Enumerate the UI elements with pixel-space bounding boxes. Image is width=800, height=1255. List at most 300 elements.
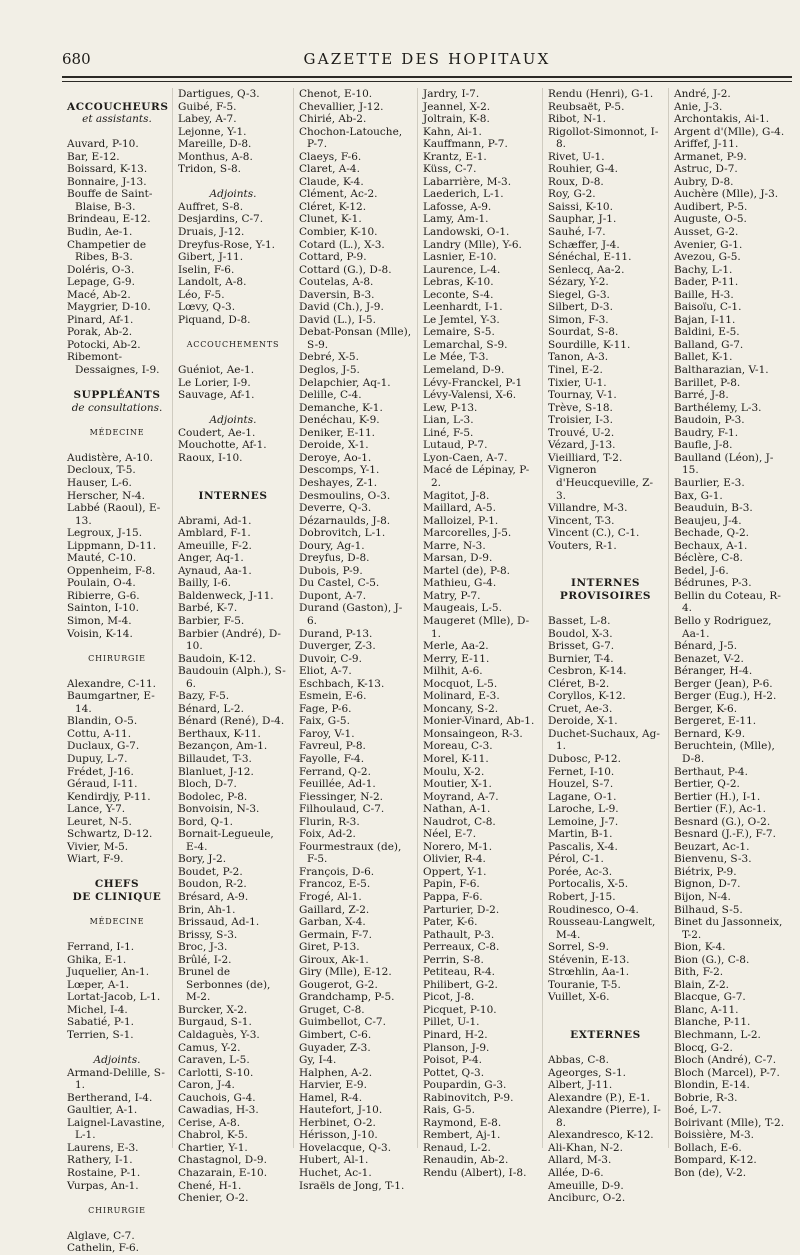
list-item: Michel, I-4. xyxy=(67,1003,128,1016)
list-item: Dreyfus, D-8. xyxy=(299,552,370,565)
list-item: Boudet, P-2. xyxy=(178,865,243,878)
spacer xyxy=(67,866,167,879)
list-item: Merle, Aa-2. xyxy=(423,640,489,653)
list-item: Archontakis, Ai-1. xyxy=(674,113,770,126)
list-item: Audibert, P-5. xyxy=(674,200,748,213)
list-item: Budin, Ae-1. xyxy=(67,226,133,239)
spacer xyxy=(178,351,288,364)
list-item: Bechade, Q-2. xyxy=(674,527,750,540)
list-item: Mathieu, G-4. xyxy=(423,577,497,590)
list-item: Sauvage, Af-1. xyxy=(178,389,255,402)
list-item: Gy, I-4. xyxy=(299,1054,337,1067)
spacer xyxy=(178,477,288,490)
list-item: Marsan, D-9. xyxy=(423,552,493,565)
list-item: Lutaud, P-7. xyxy=(423,439,488,452)
list-item: Picquet, P-10. xyxy=(423,1003,497,1016)
spacer xyxy=(548,565,663,578)
list-item: Bon (de), V-2. xyxy=(674,1167,747,1180)
list-item: Duchet-Suchaux, Ag-1. xyxy=(548,727,660,753)
list-item: Martin, B-1. xyxy=(548,828,613,841)
list-item: Trève, S-18. xyxy=(548,401,613,414)
list-item: Bernard, K-9. xyxy=(674,727,746,740)
list-item: Boirivant (Mlle), T-2. xyxy=(674,1116,785,1129)
list-item: Baisoïu, C-1. xyxy=(674,301,742,314)
list-item: Boé, L-7. xyxy=(674,1104,722,1117)
list-item: Basset, L-8. xyxy=(548,614,611,627)
list-item: Bertier (H.), I-1. xyxy=(674,790,761,803)
section-heading: CHEFS xyxy=(94,878,140,891)
list-item: Rostaine, P-1. xyxy=(67,1167,141,1180)
header-rule-thick xyxy=(62,76,792,78)
list-item: Barthélemy, L-3. xyxy=(674,401,762,414)
list-item: Cesbron, K-14. xyxy=(548,665,627,678)
list-item: Allard, M-3. xyxy=(548,1154,612,1167)
list-item: Coryllos, K-12. xyxy=(548,690,626,703)
list-item: Matry, P-7. xyxy=(423,589,481,602)
list-item: Sainton, I-10. xyxy=(67,602,139,615)
list-item: Desmoulins, O-3. xyxy=(299,489,391,502)
list-item: Raymond, E-8. xyxy=(423,1116,502,1129)
list-item: Allée, D-6. xyxy=(548,1167,604,1180)
list-item: Harvier, E-9. xyxy=(299,1079,367,1092)
list-item: Rendu (Henri), G-1. xyxy=(548,88,654,100)
list-item: Labarrière, M-3. xyxy=(423,175,512,188)
list-item: Roudinesco, O-4. xyxy=(548,903,639,916)
list-item: Berger (Eug.), H-2. xyxy=(674,690,777,703)
spacer xyxy=(67,1217,167,1230)
list-item: Malloizel, P-1. xyxy=(423,514,499,527)
list-item: Bar, E-12. xyxy=(67,150,120,163)
list-item: Lévy-Franckel, P-1 xyxy=(423,376,523,389)
list-item: Israëls de Jong, T-1. xyxy=(299,1179,405,1192)
list-item: Bloch (André), C-7. xyxy=(674,1054,777,1067)
list-item: Laurens, E-3. xyxy=(67,1141,139,1154)
list-item: Cathelin, F-6. xyxy=(67,1242,140,1255)
list-item: Binet du Jassonneix, T-2. xyxy=(674,916,783,941)
list-item: Moulu, X-2. xyxy=(423,765,485,778)
list-item: Anciburc, O-2. xyxy=(548,1192,626,1205)
list-item: Chené, H-1. xyxy=(178,1179,242,1192)
list-item: Blondin, E-14. xyxy=(674,1079,750,1092)
list-item: Ameuille, D-9. xyxy=(548,1179,624,1192)
list-item: Landowski, O-1. xyxy=(423,226,510,239)
list-item: Bachy, L-1. xyxy=(674,263,733,276)
list-item: Deroye, Ao-1. xyxy=(299,451,372,464)
section-heading: EXTERNES xyxy=(570,1029,641,1042)
list-item: Burcker, X-2. xyxy=(178,1003,248,1016)
list-item: Rousseau-Langwelt, M-4. xyxy=(548,916,656,941)
list-item: Picot, J-8. xyxy=(423,991,475,1004)
list-item: Bertier, Q-2. xyxy=(674,778,740,791)
list-item: Villandre, M-3. xyxy=(548,502,628,515)
spacer xyxy=(67,640,167,653)
list-item: Doléris, O-3. xyxy=(67,263,135,276)
list-item: Cottu, A-11. xyxy=(67,727,132,740)
list-item: Ageorges, S-1. xyxy=(548,1066,627,1079)
list-item: Vincent, T-3. xyxy=(548,514,615,527)
list-item: Stévenin, E-13. xyxy=(548,953,630,966)
list-item: Dupuy, L-7. xyxy=(67,752,128,765)
list-item: Descomps, Y-1. xyxy=(299,464,380,477)
specialty-heading: MÉDECINE xyxy=(89,917,145,927)
list-item: Bailly, I-6. xyxy=(178,577,231,590)
list-item: Tournay, V-1. xyxy=(548,389,617,402)
list-item: Auchère (Mlle), J-3. xyxy=(674,188,779,201)
list-item: Beauduin, B-3. xyxy=(674,502,753,515)
list-item: Maugeret (Mlle), D-1. xyxy=(423,614,530,640)
list-item: Albert, J-11. xyxy=(548,1079,613,1092)
list-item: Sauphar, J-1. xyxy=(548,213,617,226)
list-item: Simon, F-3. xyxy=(548,313,609,326)
list-item: Foix, Ad-2. xyxy=(299,828,356,841)
list-item: Duvoir, C-9. xyxy=(299,652,362,665)
list-item: Lemarchal, S-9. xyxy=(423,338,508,351)
list-item: Oppenheim, F-8. xyxy=(67,564,156,577)
subsection-heading: Adjoints. xyxy=(93,1054,141,1067)
list-item: Coudert, Ae-1. xyxy=(178,426,256,439)
list-item: Bonvoisin, N-3. xyxy=(178,803,260,816)
list-item: Maugeais, L-5. xyxy=(423,602,502,615)
list-item: Vivier, M-5. xyxy=(67,840,129,853)
list-item: Boudon, R-2. xyxy=(178,878,247,891)
list-item: Lortat-Jacob, L-1. xyxy=(67,991,161,1004)
specialty-heading: CHIRURGIE xyxy=(88,653,146,663)
list-item: Boissière, M-3. xyxy=(674,1129,754,1142)
list-item: Delille, C-4. xyxy=(299,389,362,402)
list-item: Bezançon, Am-1. xyxy=(178,740,268,753)
list-item: Berger, K-6. xyxy=(674,702,738,715)
list-item: Faix, G-5. xyxy=(299,715,350,728)
list-item: Lasnier, E-10. xyxy=(423,251,497,264)
list-item: Faroy, V-1. xyxy=(299,727,355,740)
list-item: Barbier, F-5. xyxy=(178,614,245,627)
list-item: Barbier (André), D-10. xyxy=(178,627,281,653)
list-item: Béranger, H-4. xyxy=(674,665,753,678)
list-item: Mouchotte, Af-1. xyxy=(178,439,267,452)
list-item: Alexandre, C-11. xyxy=(67,677,157,690)
list-item: Audistère, A-10. xyxy=(67,451,153,464)
list-item: Chazarain, E-10. xyxy=(178,1167,268,1180)
list-item: Daversin, B-3. xyxy=(299,288,375,301)
section-heading: INTERNES xyxy=(198,489,268,502)
list-item: Brûlé, I-2. xyxy=(178,953,232,966)
list-item: Bajan, I-11. xyxy=(674,313,736,326)
list-item: Bertherand, I-4. xyxy=(67,1091,153,1104)
list-item: Deglos, J-5. xyxy=(299,364,360,377)
list-item: Houzel, S-7. xyxy=(548,778,614,791)
list-item: Brissaud, Ad-1. xyxy=(178,916,260,929)
list-item: Rembert, Aj-1. xyxy=(423,1129,501,1142)
list-item: Bader, P-11. xyxy=(674,276,739,289)
list-item: Clément, Ac-2. xyxy=(299,188,378,201)
column-4 xyxy=(417,88,542,1180)
list-item: Avezou, G-5. xyxy=(674,251,741,264)
list-item: Géraud, I-11. xyxy=(67,778,138,791)
list-item: Labbé (Raoul), E-13. xyxy=(67,502,161,527)
list-item: Bith, F-2. xyxy=(674,966,724,979)
list-item: Berthaut, P-4. xyxy=(674,765,748,778)
list-item: Lepage, G-9. xyxy=(67,276,135,289)
list-item: Denéchau, K-9. xyxy=(299,414,380,427)
spacer xyxy=(67,929,167,942)
list-item: Favreul, P-8. xyxy=(299,740,366,753)
list-item: Anger, Aq-1. xyxy=(178,552,244,565)
list-item: Guéniot, Ae-1. xyxy=(178,364,255,377)
list-item: Bédrunes, P-3. xyxy=(674,577,752,590)
list-item: Molinard, E-3. xyxy=(423,690,500,703)
list-item: Durand (Gaston), J-6. xyxy=(299,602,403,627)
list-item: Leuret, N-5. xyxy=(67,815,132,828)
list-item: Alglave, C-7. xyxy=(67,1229,135,1242)
list-item: Lœvy, Q-3. xyxy=(178,301,236,314)
list-item: Mocquot, L-5. xyxy=(423,677,498,690)
list-item: Baurlier, E-3. xyxy=(674,476,745,489)
list-item: Flurin, R-3. xyxy=(299,815,360,828)
list-item: Cerise, A-8. xyxy=(178,1116,241,1129)
list-item: Pinard, Af-1. xyxy=(67,313,134,326)
list-item: Silbert, D-3. xyxy=(548,301,613,314)
list-item: Bollach, E-6. xyxy=(674,1141,742,1154)
list-item: Papin, F-6. xyxy=(423,878,480,891)
list-item: Tinel, E-2. xyxy=(548,364,603,377)
list-item: Blain, Z-2. xyxy=(674,978,729,991)
specialty-heading: ACCOUCHEMENTS xyxy=(186,339,280,349)
list-item: Lance, Y-7. xyxy=(67,803,126,816)
list-item: Lebras, K-10. xyxy=(423,276,494,289)
list-item: Pottet, Q-3. xyxy=(423,1066,485,1079)
list-item: Guibé, F-5. xyxy=(178,100,237,113)
list-item: Delapchier, Aq-1. xyxy=(299,376,391,389)
list-item: Martel (de), P-8. xyxy=(423,564,511,577)
list-item: Abrami, Ad-1. xyxy=(178,514,252,527)
list-item: Tanon, A-3. xyxy=(548,351,609,364)
spacer xyxy=(67,377,167,390)
list-item: Baumgartner, E-14. xyxy=(67,690,155,715)
list-item: Fage, P-6. xyxy=(299,702,352,715)
spacer xyxy=(67,665,167,678)
list-item: André, J-2. xyxy=(674,88,731,100)
list-item: Roux, D-8. xyxy=(548,175,604,188)
list-item: Alexandresco, K-12. xyxy=(548,1129,654,1142)
list-item: Lyon-Caen, A-7. xyxy=(423,451,508,464)
list-item: Duverger, Z-3. xyxy=(299,640,376,653)
list-item: Anie, J-3. xyxy=(674,100,723,113)
list-item: Frédet, J-16. xyxy=(67,765,134,778)
list-item: Cléret, K-12. xyxy=(299,200,367,213)
list-item: Gaultier, A-1. xyxy=(67,1104,138,1117)
list-item: Durand, P-13. xyxy=(299,627,373,640)
list-item: Huchet, Ac-1. xyxy=(299,1167,372,1180)
list-item: Merry, E-11. xyxy=(423,652,490,665)
list-item: Blanc, A-11. xyxy=(674,1003,739,1016)
list-item: Baudoin, P-3. xyxy=(674,414,745,427)
list-item: Armanet, P-9. xyxy=(674,150,747,163)
list-item: Bénard (René), D-4. xyxy=(178,715,285,728)
list-item: Bignon, D-7. xyxy=(674,878,741,891)
list-item: Dubosc, P-12. xyxy=(548,752,621,765)
list-item: Tridon, S-8. xyxy=(178,163,242,176)
list-item: Siegel, G-3. xyxy=(548,288,610,301)
list-item: Blandin, O-5. xyxy=(67,715,138,728)
list-item: Blanluet, J-12. xyxy=(178,765,254,778)
list-item: Germain, F-7. xyxy=(299,928,373,941)
list-item: Bion (G.), C-8. xyxy=(674,953,750,966)
list-item: Senlecq, Aa-2. xyxy=(548,263,625,276)
list-item: Ghika, E-1. xyxy=(67,953,127,966)
list-item: Renaud, L-2. xyxy=(423,1141,491,1154)
list-item: Rathery, I-1. xyxy=(67,1154,133,1167)
list-item: David (Ch.), J-9. xyxy=(299,301,384,314)
list-item: Blechmann, L-2. xyxy=(674,1029,761,1042)
list-item: Bilhaud, S-5. xyxy=(674,903,743,916)
list-item: Bompard, K-12. xyxy=(674,1154,757,1167)
list-item: Nathan, A-1. xyxy=(423,803,491,816)
list-item: Küss, C-7. xyxy=(423,163,477,176)
list-item: Olivier, R-4. xyxy=(423,853,486,866)
list-item: Barbé, K-7. xyxy=(178,602,238,615)
list-item: Hovelacque, Q-3. xyxy=(299,1141,392,1154)
list-item: Bion, K-4. xyxy=(674,941,726,954)
list-item: Pillet, U-1. xyxy=(423,1016,480,1029)
list-item: Bornait-Legueule, E-4. xyxy=(178,828,274,853)
list-item: Decloux, T-5. xyxy=(67,464,136,477)
column-3 xyxy=(293,88,417,1192)
list-item: Portocalis, X-5. xyxy=(548,878,629,891)
list-item: Frogé, Al-1. xyxy=(299,891,362,903)
list-item: Fernet, I-10. xyxy=(548,765,615,778)
list-item: Gimbert, C-6. xyxy=(299,1029,372,1042)
list-item: Baldini, E-5. xyxy=(674,326,740,339)
list-item: Berger (Jean), P-6. xyxy=(674,677,773,690)
list-item: Kauffmann, P-7. xyxy=(423,138,508,151)
list-item: Pérol, C-1. xyxy=(548,853,604,866)
list-item: Perreaux, C-8. xyxy=(423,941,500,954)
list-item: Cawadias, H-3. xyxy=(178,1104,259,1117)
list-item: Druais, J-12. xyxy=(178,226,245,239)
list-item: Cauchois, G-4. xyxy=(178,1091,256,1104)
list-item: Moutier, X-1. xyxy=(423,778,492,791)
list-item: Bienvenu, S-3. xyxy=(674,853,752,866)
list-item: Planson, J-9. xyxy=(423,1041,490,1054)
list-item: Baudouin (Alph.), S-6. xyxy=(178,665,286,690)
list-item: Poulain, O-4. xyxy=(67,577,136,590)
list-item: Chastagnol, D-9. xyxy=(178,1154,267,1167)
list-item: Vuillet, X-6. xyxy=(548,991,610,1004)
list-item: Halphen, A-2. xyxy=(299,1066,373,1079)
list-item: Boissard, K-13. xyxy=(67,163,148,176)
list-item: Parturier, D-2. xyxy=(423,903,500,916)
list-item: Baudoin, K-12. xyxy=(178,652,256,665)
list-item: Poisot, P-4. xyxy=(423,1054,482,1067)
list-item: Doury, Ag-1. xyxy=(299,539,365,552)
list-item: Beaujeu, J-4. xyxy=(674,514,742,527)
list-item: Burgaud, S-1. xyxy=(178,1016,252,1029)
list-item: Claeys, F-6. xyxy=(299,150,362,163)
list-item: Tixier, U-1. xyxy=(548,376,607,389)
list-item: Brin, Ah-1. xyxy=(178,903,236,916)
list-item: Roy, G-2. xyxy=(548,188,596,201)
spacer xyxy=(178,402,288,415)
list-item: Lemoine, J-7. xyxy=(548,815,619,828)
list-item: Joltrain, K-8. xyxy=(423,113,490,126)
list-item: Maygrier, D-10. xyxy=(67,301,151,314)
spacer xyxy=(548,1016,663,1029)
list-item: Bloch (Marcel), P-7. xyxy=(674,1066,780,1079)
list-item: Schæffer, J-4. xyxy=(548,238,620,251)
list-item: Bénard, L-2. xyxy=(178,702,244,715)
list-item: Léo, F-5. xyxy=(178,288,225,301)
spacer xyxy=(548,1042,663,1055)
list-item: Alexandre (P.), E-1. xyxy=(548,1091,650,1104)
list-item: Rais, G-5. xyxy=(423,1104,475,1117)
list-item: Leconte, S-4. xyxy=(423,288,494,301)
list-item: Chenot, E-10. xyxy=(299,88,373,100)
list-item: Hamel, R-4. xyxy=(299,1091,363,1104)
list-item: Lippmann, D-11. xyxy=(67,539,157,552)
list-item: Claude, K-4. xyxy=(299,175,364,188)
list-item: Strœhlin, Aa-1. xyxy=(548,966,630,979)
list-item: Bonnaire, J-13. xyxy=(67,175,147,188)
list-item: Gruget, C-8. xyxy=(299,1003,365,1016)
list-item: Chenier, O-2. xyxy=(178,1192,249,1205)
list-item: Garban, X-4. xyxy=(299,916,366,929)
list-item: Grandchamp, P-5. xyxy=(299,991,395,1004)
list-item: Krantz, E-1. xyxy=(423,150,487,163)
list-item: Liné, F-5. xyxy=(423,426,474,439)
list-item: Besnard (G.), O-2. xyxy=(674,815,771,828)
list-item: Debat-Ponsan (Mlle), S-9. xyxy=(299,326,412,351)
list-item: Claret, A-4. xyxy=(299,163,360,176)
list-item: Bellin du Coteau, R-4. xyxy=(674,589,781,615)
list-item: Rouhier, G-4. xyxy=(548,163,619,176)
list-item: Dézarnaulds, J-8. xyxy=(299,514,391,527)
section-heading: INTERNES PROVISOIRES xyxy=(559,577,652,602)
list-item: Jeannel, X-2. xyxy=(423,100,491,113)
list-item: Deroide, X-1. xyxy=(548,715,618,728)
list-item: Clunet, K-1. xyxy=(299,213,362,226)
list-item: Filhoulaud, C-7. xyxy=(299,803,385,816)
list-item: Esmein, E-6. xyxy=(299,690,367,703)
list-item: Bodolec, P-8. xyxy=(178,790,248,803)
list-item: Moncany, S-2. xyxy=(423,702,499,715)
list-item: Bloch, D-7. xyxy=(178,778,237,791)
list-item: Auguste, O-5. xyxy=(674,213,747,226)
spacer xyxy=(548,1004,663,1017)
list-item: Argent d'(Mlle), G-4. xyxy=(674,125,785,138)
spacer xyxy=(178,176,288,189)
list-item: Norero, M-1. xyxy=(423,840,493,853)
list-item: Bouffe de Saint-Blaise, B-3. xyxy=(67,188,153,213)
list-item: Bory, J-2. xyxy=(178,853,227,866)
list-item: Simon, M-4. xyxy=(67,614,132,627)
list-item: Ferrand, Q-2. xyxy=(299,765,371,778)
list-item: Caraven, L-5. xyxy=(178,1054,250,1067)
list-item: Beruchtein, (Mlle), D-8. xyxy=(674,740,775,765)
list-item: Baufle, J-8. xyxy=(674,439,733,452)
list-item: Barillet, P-8. xyxy=(674,376,741,389)
list-item: Baltharazian, V-1. xyxy=(674,364,769,377)
subsection-heading: et assistants. xyxy=(82,113,152,126)
list-item: Chartier, Y-1. xyxy=(178,1141,248,1154)
list-item: Bedel, J-6. xyxy=(674,564,729,577)
list-item: Rigollot-Simonnot, I-8. xyxy=(548,125,659,151)
column-2 xyxy=(172,88,293,1205)
list-item: Ariffef, J-11. xyxy=(674,138,739,151)
list-item: Juquelier, An-1. xyxy=(67,966,150,979)
list-item: Sorrel, S-9. xyxy=(548,941,609,954)
list-item: Sauhé, I-7. xyxy=(548,226,606,239)
list-item: Saissi, K-10. xyxy=(548,200,613,213)
